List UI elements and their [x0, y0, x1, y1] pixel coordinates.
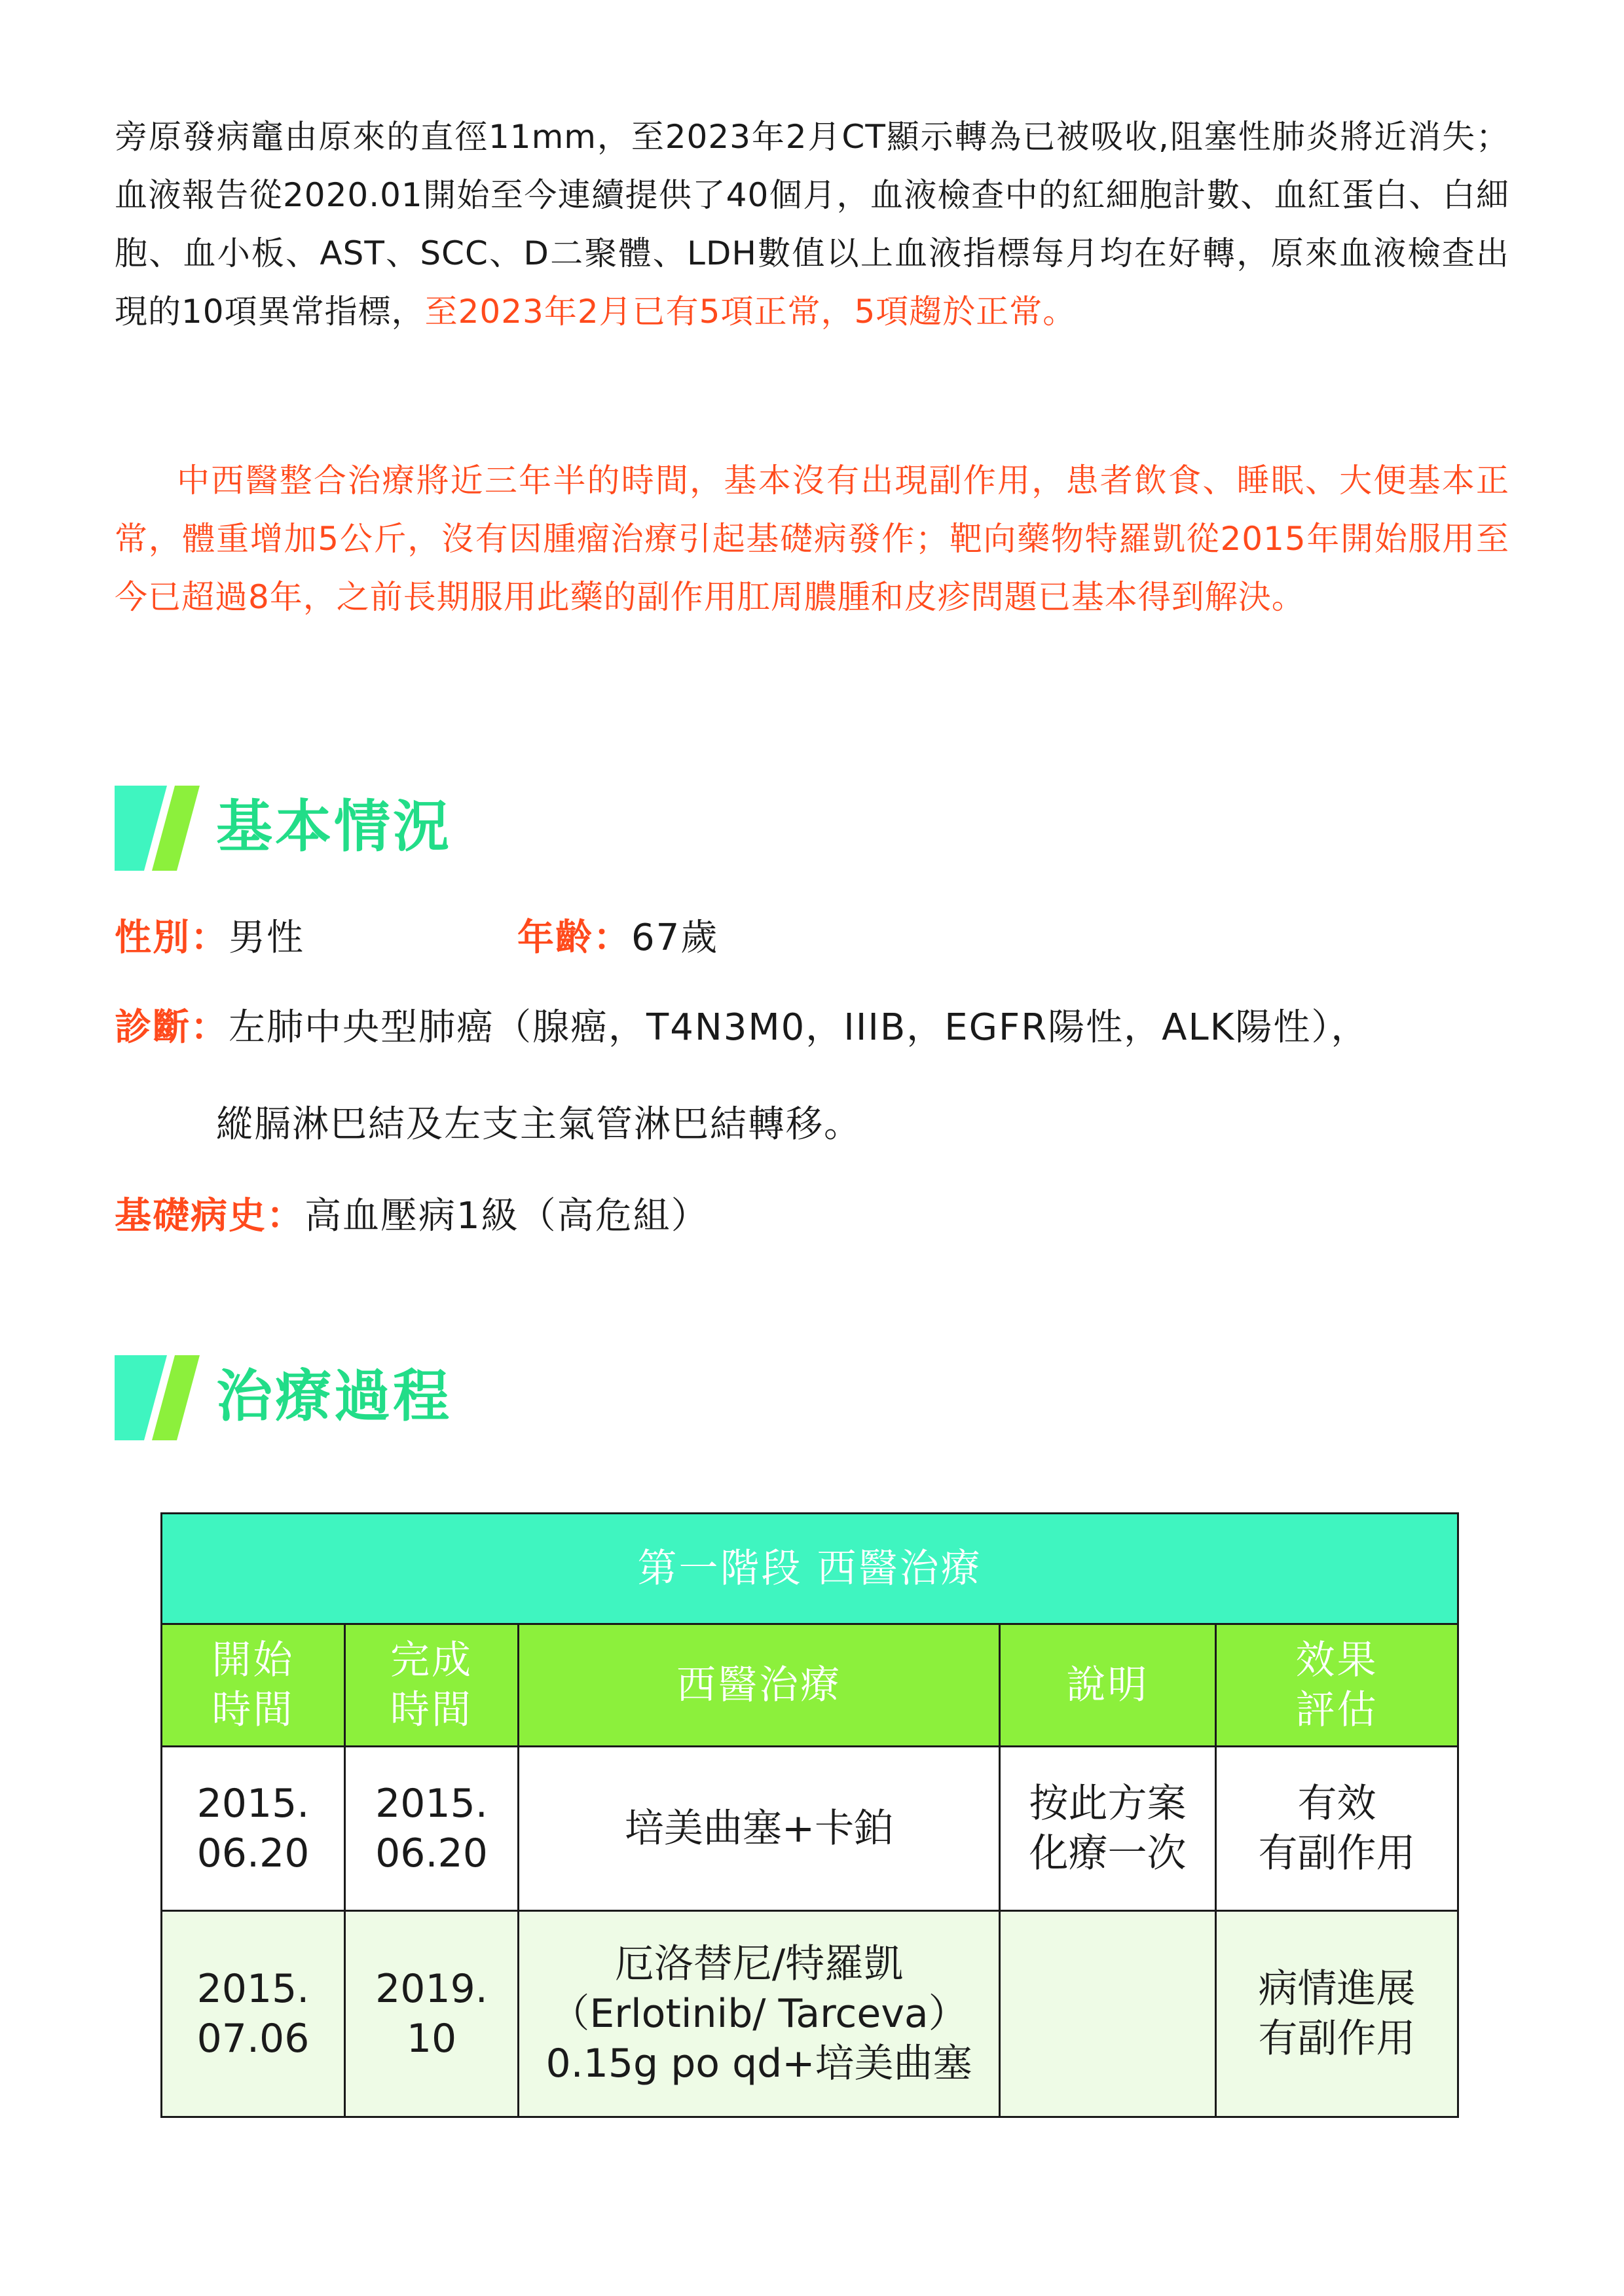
cell-therapy: 培美曲塞+卡鉑 — [519, 1747, 1000, 1911]
history-label: 基礎病史： — [115, 1195, 304, 1237]
diagnosis-line-2: 縱膈淋巴結及左支主氣管淋巴結轉移。 — [216, 1103, 862, 1146]
history-line — [115, 1190, 709, 1243]
cell-start: 2015. 06.20 — [162, 1747, 345, 1911]
header-effect: 效果 評估 — [1216, 1624, 1458, 1747]
age-label: 年齡： — [517, 917, 631, 959]
cell-effect: 病情進展 有副作用 — [1216, 1911, 1458, 2117]
header-therapy: 西醫治療 — [519, 1624, 1000, 1747]
diagnosis-line — [115, 1002, 1369, 1054]
header-start-time: 開始 時間 — [162, 1624, 345, 1747]
section-title-treatment: 治療過程 — [216, 1364, 452, 1429]
intro-paragraph-1 — [115, 108, 1509, 341]
treatment-table — [160, 1512, 1459, 2118]
table-caption: 第一階段 西醫治療 — [162, 1514, 1458, 1624]
gender-line — [115, 912, 304, 964]
cell-end: 2015. 06.20 — [345, 1747, 519, 1911]
cell-note — [1000, 1911, 1216, 2117]
diagnosis-label: 診斷： — [115, 1006, 229, 1049]
header-note: 說明 — [1000, 1624, 1216, 1747]
cell-note: 按此方案 化療一次 — [1000, 1747, 1216, 1911]
cell-effect: 有效 有副作用 — [1216, 1747, 1458, 1911]
age-line — [517, 912, 718, 964]
table-caption-row — [162, 1514, 1458, 1624]
table-row — [162, 1747, 1458, 1911]
intro-paragraph-2: 中西醫整合治療將近三年半的時間，基本沒有出現副作用，患者飲食、睡眠、大便基本正常，體重增加5公斤，沒有因腫瘤治療引起基礎病發作；靶向藥物特羅凱從2015年開始服用至今已超過8年，之前長期服用此藥的副作用肛周膿腫和皮疹問題已基本得到解決。 — [115, 462, 1509, 616]
section-title-basic: 基本情況 — [216, 794, 452, 860]
cell-therapy: 厄洛替尼/特羅凱 （Erlotinib/ Tarceva） 0.15g po qd+培美曲塞 — [519, 1911, 1000, 2117]
intro-p1-highlight: 至2023年2月已有5項正常，5項趨於正常。 — [424, 293, 1077, 331]
gender-value: 男性 — [229, 917, 304, 959]
gender-label: 性別： — [115, 917, 229, 959]
intro-p1-text: 旁原發病竈由原來的直徑11mm，至2023年2月CT顯示轉為已被吸收,阻塞性肺炎將近消失；血液報告從2020.01開始至今連續提供了40個月，血液檢查中的紅細胞計數、血紅蛋白、白細胞、血小板、AST、SCC、D二聚體、LDH數值以上血液指標每月均在好轉，原來血液檢查出現的10項異常指標， — [115, 118, 1509, 331]
age-value: 67歲 — [631, 917, 719, 959]
section-bar-icon — [115, 1355, 200, 1440]
section-bar-icon — [115, 786, 200, 871]
history-value: 高血壓病1級（高危組） — [304, 1195, 709, 1237]
table-header-row — [162, 1624, 1458, 1747]
table-row — [162, 1911, 1458, 2117]
diagnosis-value: 左肺中央型肺癌（腺癌，T4N3M0，IIIB，EGFR陽性，ALK陽性）， — [229, 1006, 1369, 1049]
cell-end: 2019. 10 — [345, 1911, 519, 2117]
cell-start: 2015. 07.06 — [162, 1911, 345, 2117]
header-end-time: 完成 時間 — [345, 1624, 519, 1747]
